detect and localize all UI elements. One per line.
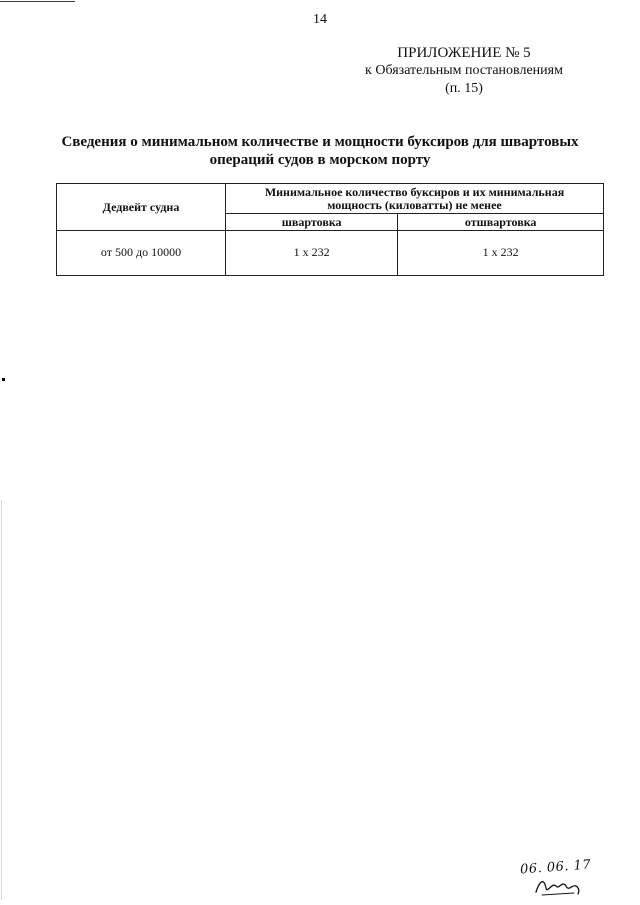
cell-unmooring: 1 х 232 xyxy=(398,231,604,276)
document-title-line-2: операций судов в морском порту xyxy=(209,152,431,168)
handwritten-signature xyxy=(519,857,600,900)
scan-margin-line xyxy=(1,500,2,900)
tug-requirements-table xyxy=(56,183,604,276)
header-deadweight: Дедвейт судна xyxy=(57,184,226,231)
table-row xyxy=(57,231,604,276)
page-number: 14 xyxy=(313,12,327,27)
appendix-clause: (п. 15) xyxy=(445,81,483,96)
header-mooring: швартовка xyxy=(226,214,398,231)
document-title-line-1: Сведения о минимальном количестве и мощности буксиров для швартовых xyxy=(61,134,579,150)
cell-mooring: 1 х 232 xyxy=(226,231,398,276)
signature-date: 06. 06. 17 xyxy=(519,857,592,878)
document-title xyxy=(40,133,600,169)
header-tugs xyxy=(226,184,604,214)
scan-speck xyxy=(2,378,5,381)
header-unmooring: отшвартовка xyxy=(398,214,604,231)
appendix-subtitle: к Обязательным постановлениям xyxy=(365,63,563,78)
appendix-title: ПРИЛОЖЕНИЕ № 5 xyxy=(397,45,531,61)
appendix-heading xyxy=(340,44,588,98)
header-tugs-line-2: мощность (киловатты) не менее xyxy=(327,197,502,212)
header-tugs-line-1: Минимальное количество буксиров и их минимальная xyxy=(264,184,565,199)
cell-deadweight: от 500 до 10000 xyxy=(57,231,226,276)
signature-initials-mark xyxy=(534,874,584,898)
scan-edge-line xyxy=(0,1,75,2)
